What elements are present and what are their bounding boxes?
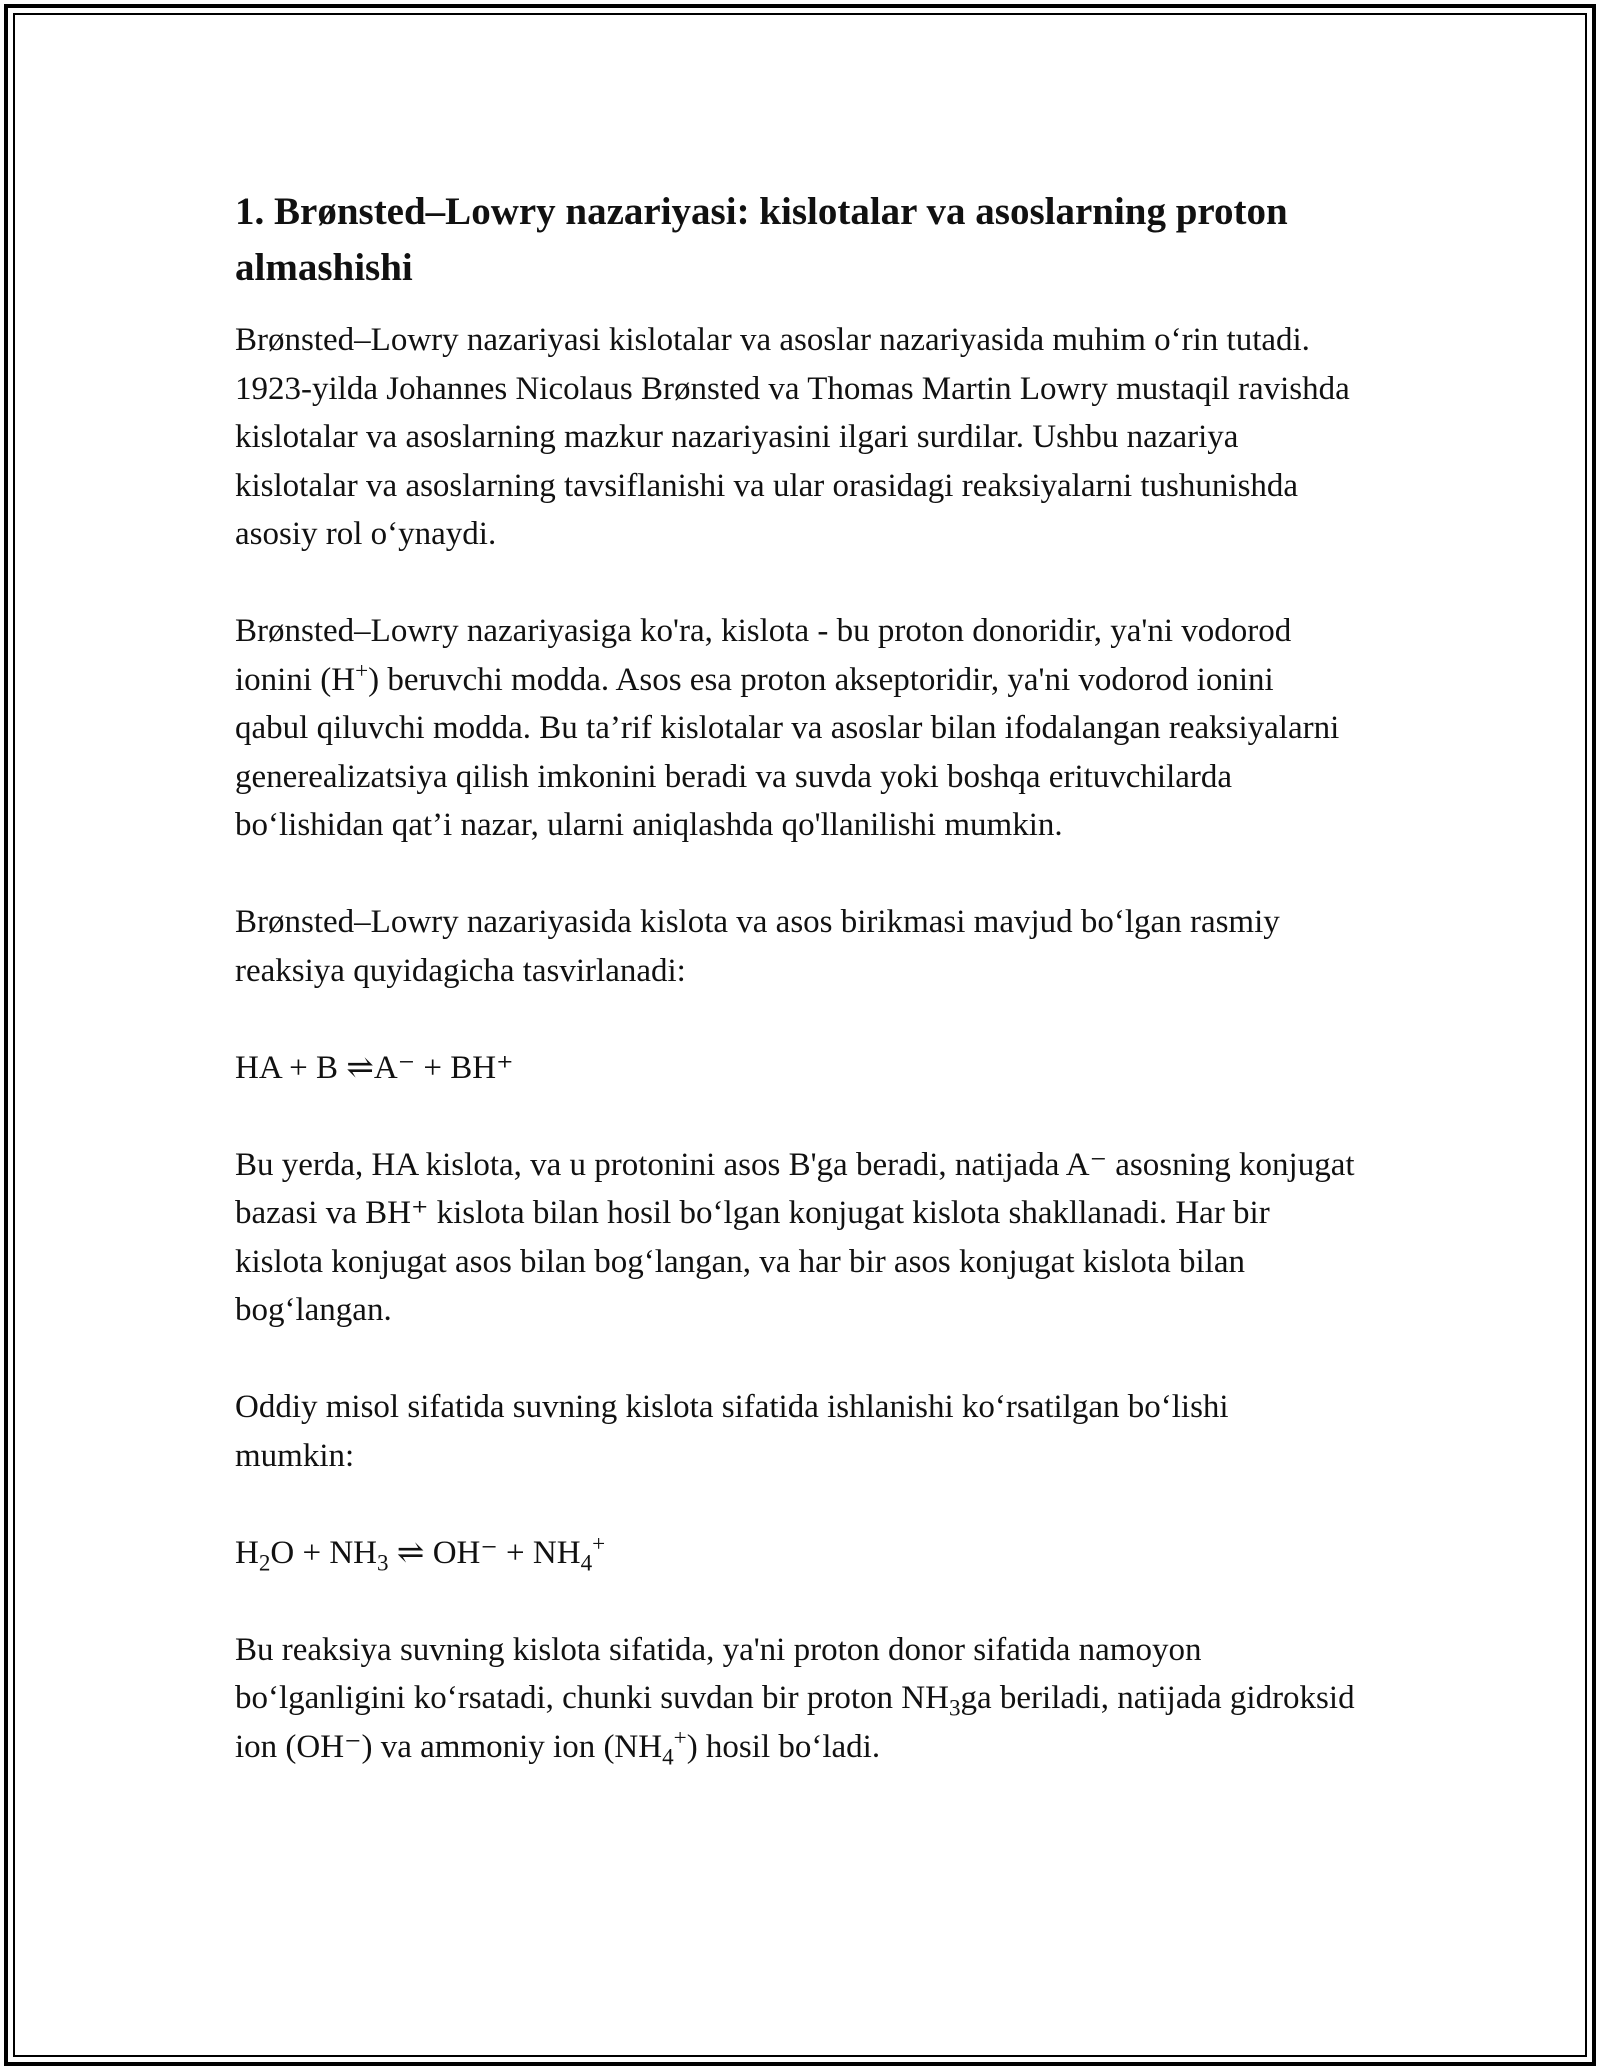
paragraph-conclusion (235, 1626, 1355, 1772)
text-run: Bu reaksiya suvning kislota sifatida, ya'ni proton donor sifatida namoyon bo‘lganligini ko‘rsatadi, chunki suvdan bir proton NH (235, 1631, 1202, 1716)
equation-water-ammonia (235, 1529, 1355, 1578)
subscript: 4 (662, 1743, 674, 1770)
paragraph-reaction-intro: Brønsted–Lowry nazariyasida kislota va asos birikmasi mavjud bo‘lgan rasmiy reaksiya quyidagicha tasvirlanadi: (235, 904, 1280, 989)
section-heading: 1. Brønsted–Lowry nazariyasi: kislotalar va asoslarning proton almashishi (235, 190, 1288, 289)
paragraph-explanation: Bu yerda, HA kislota, va u protonini asos B'ga beradi, natijada A⁻ asosning konjugat bazasi va BH⁺ kislota bilan hosil bo‘lgan konjugat kislota shakllanadi. Har bir kislota konjugat asos bilan bog‘langan, va har bir asos konjugat kislota bilan bog‘langan. (235, 1146, 1355, 1328)
subscript: 4 (580, 1549, 593, 1576)
text-run: ⇌ OH⁻ + NH (388, 1534, 581, 1571)
text-run: O + NH (270, 1534, 377, 1571)
subscript: 3 (948, 1694, 961, 1721)
text-run: ga beriladi, natijada gidroksid ion (OH⁻) va ammoniy ion (NH (235, 1680, 1355, 1765)
equation-general: HA + B ⇌A⁻ + BH⁺ (235, 1049, 514, 1086)
text-run: ) hosil bo‘ladi. (686, 1728, 881, 1765)
paragraph-definition (235, 607, 1355, 850)
text-run: H (235, 1534, 259, 1571)
subscript: 3 (377, 1549, 389, 1576)
paragraph-intro: Brønsted–Lowry nazariyasi kislotalar va asoslar nazariyasida muhim o‘rin tutadi. 1923-yilda Johannes Nicolaus Brønsted va Thomas Martin Lowry mustaqil ravishda kislotalar va asoslarning mazkur nazariyasini ilgari surdilar. Ushbu nazariya kislotalar va asoslarning tavsiflanishi va ular orasidagi reaksiyalarni tushunishda asosiy rol o‘ynaydi. (235, 322, 1350, 552)
subscript: 2 (258, 1549, 271, 1576)
paragraph-example-intro: Oddiy misol sifatida suvning kislota sifatida ishlanishi ko‘rsatilgan bo‘lishi mumkin: (235, 1389, 1229, 1474)
superscript: + (673, 1723, 687, 1750)
document-body (235, 184, 1355, 1820)
text-run: ) beruvchi modda. Asos esa proton akseptoridir, ya'ni vodorod ionini qabul qiluvchi modda. Bu ta’rif kislotalar va asoslar bilan ifodalangan reaksiyalarni generealizatsiya qilish imkonini beradi va suvda yoki boshqa erituvchilarda bo‘lishidan qat’i nazar, ularni aniqlashda qo'llanilishi mumkin. (235, 661, 1340, 843)
text-run: Brønsted–Lowry nazariyasiga ko'ra, kislota - bu proton donoridir, ya'ni vodorod ionini (H (235, 613, 1292, 698)
superscript: + (592, 1529, 606, 1556)
superscript: + (355, 656, 369, 683)
